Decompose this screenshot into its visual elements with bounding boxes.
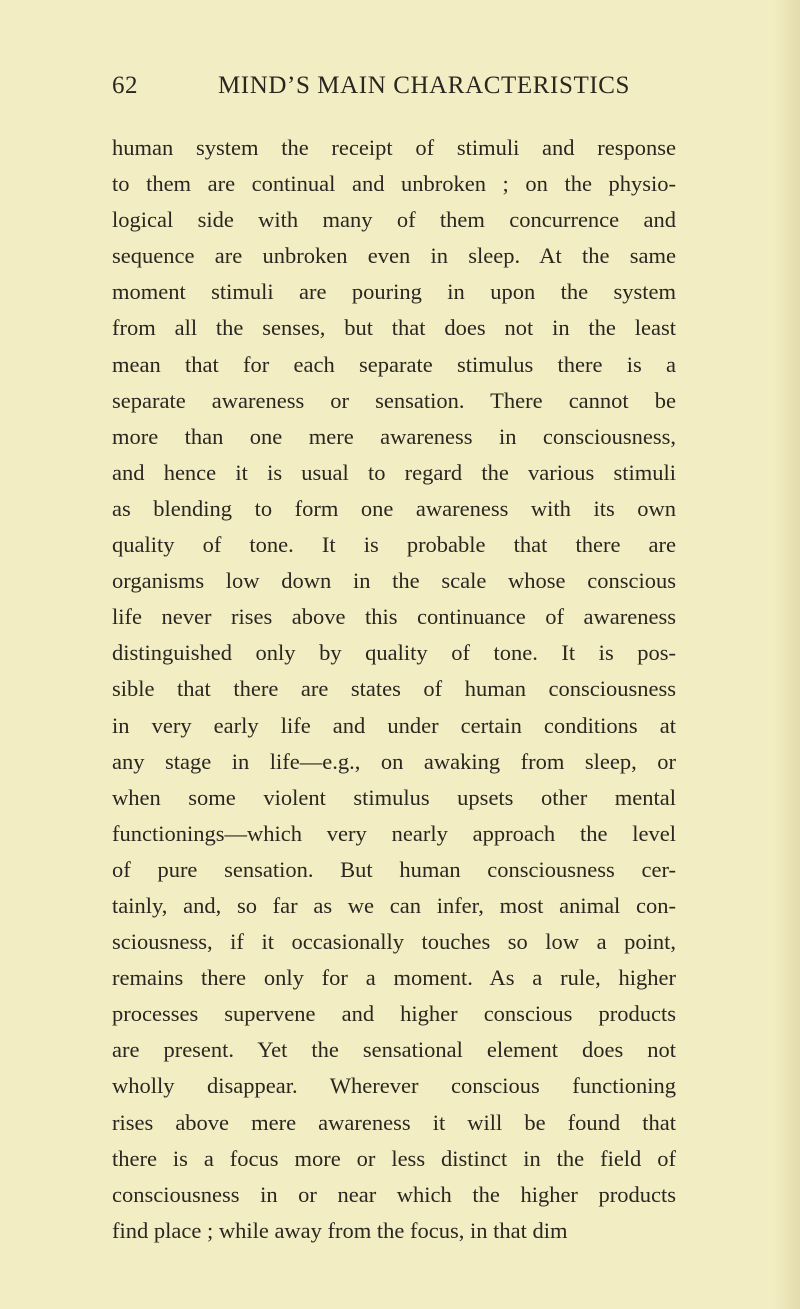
text-line: sequence are unbroken even in sleep. At the same [112, 243, 676, 269]
page-number: 62 [112, 72, 138, 99]
text-line: wholly disappear. Wherever conscious functioning [112, 1073, 676, 1099]
text-line: distinguished only by quality of tone. It is pos- [112, 640, 676, 666]
text-line: sciousness, if it occasionally touches so low a point, [112, 929, 676, 955]
text-line: mean that for each separate stimulus there is a [112, 351, 676, 377]
text-line: when some violent stimulus upsets other mental [112, 784, 676, 810]
text-line: organisms low down in the scale whose conscious [112, 568, 676, 594]
text-line: logical side with many of them concurrence and [112, 207, 676, 233]
text-line: functionings—which very nearly approach the level [112, 820, 676, 846]
text-line: processes supervene and higher conscious products [112, 1001, 676, 1027]
text-line: are present. Yet the sensational element does not [112, 1037, 676, 1063]
text-line: any stage in life—e.g., on awaking from sleep, or [112, 748, 676, 774]
text-line: from all the senses, but that does not in the least [112, 315, 676, 341]
text-line: of pure sensation. But human consciousness cer- [112, 856, 676, 882]
text-line: find place ; while away from the focus, in that dim [112, 1217, 568, 1243]
text-line: moment stimuli are pouring in upon the system [112, 279, 676, 305]
text-line: there is a focus more or less distinct in the field of [112, 1145, 676, 1171]
running-head: MIND’S MAIN CHARACTERISTICS [217, 72, 631, 99]
text-line: sible that there are states of human consciousness [112, 676, 676, 702]
body-text [112, 130, 676, 1249]
page-edge-shading [774, 0, 800, 1309]
text-line: separate awareness or sensation. There cannot be [112, 387, 676, 413]
text-line: quality of tone. It is probable that there are [112, 532, 676, 558]
text-line: and hence it is usual to regard the various stimuli [112, 459, 676, 485]
text-line: more than one mere awareness in consciousness, [112, 423, 676, 449]
text-line: in very early life and under certain conditions at [112, 712, 676, 738]
text-line: remains there only for a moment. As a rule, higher [112, 965, 676, 991]
text-line: life never rises above this continuance of awareness [112, 604, 676, 630]
text-line: to them are continual and unbroken ; on the physio- [112, 171, 676, 197]
text-line: consciousness in or near which the higher products [112, 1181, 676, 1207]
text-line: human system the receipt of stimuli and response [112, 135, 676, 160]
page-header [112, 72, 676, 108]
text-line: tainly, and, so far as we can infer, most animal con- [112, 892, 676, 918]
text-line: as blending to form one awareness with its own [112, 495, 676, 521]
text-line: rises above mere awareness it will be found that [112, 1109, 676, 1135]
